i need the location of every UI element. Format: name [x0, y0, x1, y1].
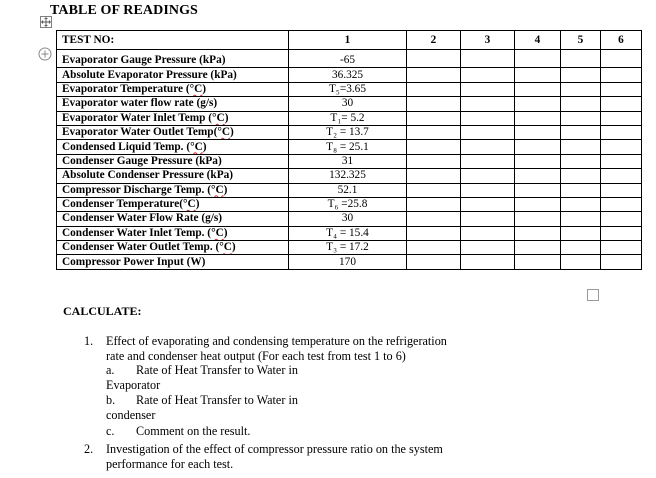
sub-item-b-line-1: Rate of Heat Transfer to Water in — [136, 393, 298, 407]
item-1-line-2: rate and condenser heat output (For each test from test 1 to 6) — [106, 348, 406, 363]
sub-item-a-marker: a. — [106, 363, 115, 377]
test1-value[interactable]: T₈ = 25.1 — [289, 140, 407, 154]
calculate-item-1 — [84, 334, 447, 363]
table-row — [57, 169, 642, 183]
table-row — [57, 125, 642, 139]
table-row — [57, 241, 642, 255]
table-row — [57, 97, 642, 111]
calculate-heading: CALCULATE: — [63, 304, 142, 318]
table-row — [57, 183, 642, 197]
test1-value[interactable]: T₅=3.65 — [289, 82, 407, 96]
test-number-2: 2 — [407, 31, 461, 50]
sub-item-a-line-1: Rate of Heat Transfer to Water in — [136, 363, 298, 377]
test1-value[interactable]: 170 — [289, 255, 407, 269]
item-2-marker: 2. — [84, 442, 94, 456]
row-label: Condenser Water Flow Rate (g/s) — [57, 212, 289, 226]
item-2-line-2: performance for each test. — [106, 456, 234, 471]
table-row — [57, 255, 642, 269]
table-resize-handle[interactable] — [587, 289, 599, 301]
row-label: Evaporator water flow rate (g/s) — [57, 97, 289, 111]
test-number-3: 3 — [461, 31, 515, 50]
table-row — [57, 82, 642, 96]
test-number-5: 5 — [561, 31, 601, 50]
table-row — [57, 197, 642, 211]
calculate-item-2 — [84, 442, 443, 471]
sub-item-b-line-2: condenser — [106, 408, 156, 422]
row-label: Compressor Discharge Temp. (°C) — [57, 183, 289, 197]
test1-value[interactable]: 31 — [289, 154, 407, 168]
table-row — [57, 54, 642, 68]
table-row — [57, 68, 642, 82]
row-label: Condensed Liquid Temp. (°C) — [57, 140, 289, 154]
test-number-1: 1 — [289, 31, 407, 50]
row-label: Condenser Water Outlet Temp. (°C) — [57, 241, 289, 255]
test1-value[interactable]: T₁= 5.2 — [289, 111, 407, 125]
test-number-4: 4 — [515, 31, 561, 50]
table-header-row — [57, 31, 642, 50]
table-row — [57, 226, 642, 240]
insert-row-button[interactable] — [38, 47, 52, 61]
sub-item-c-line-1: Comment on the result. — [136, 424, 251, 438]
test1-value[interactable]: 52.1 — [289, 183, 407, 197]
row-label: Condenser Temperature(°C) — [57, 197, 289, 211]
sub-item-c-marker: c. — [106, 424, 115, 438]
test1-value[interactable]: 30 — [289, 212, 407, 226]
table-row — [57, 111, 642, 125]
test1-value[interactable]: T₂ = 13.7 — [289, 125, 407, 139]
item-2-line-1: Investigation of the effect of compressor pressure ratio on the system — [106, 442, 443, 456]
item-1-marker: 1. — [84, 334, 94, 348]
row-label: Evaporator Water Outlet Temp(°C) — [57, 125, 289, 139]
table-row — [57, 154, 642, 168]
row-label: Condenser Gauge Pressure (kPa) — [57, 154, 289, 168]
row-label: Compressor Power Input (W) — [57, 255, 289, 269]
table-row — [57, 140, 642, 154]
page-title: TABLE OF READINGS — [50, 3, 198, 18]
test1-value[interactable]: 132.325 — [289, 169, 407, 183]
test1-value[interactable]: 30 — [289, 97, 407, 111]
row-label: Evaporator Gauge Pressure (kPa) — [57, 54, 289, 68]
test1-value[interactable]: T₄ = 15.4 — [289, 226, 407, 240]
header-label: TEST NO: — [57, 31, 289, 50]
test1-value[interactable]: T₆ =25.8 — [289, 197, 407, 211]
test-number-6: 6 — [601, 31, 642, 50]
row-label: Absolute Condenser Pressure (kPa) — [57, 169, 289, 183]
readings-table — [56, 30, 642, 270]
row-label: Condenser Water Inlet Temp. (°C) — [57, 226, 289, 240]
test1-value[interactable]: -65 — [289, 54, 407, 68]
test1-value[interactable]: 36.325 — [289, 68, 407, 82]
table-row — [57, 212, 642, 226]
row-label: Absolute Evaporator Pressure (kPa) — [57, 68, 289, 82]
row-label: Evaporator Temperature (°C) — [57, 82, 289, 96]
row-label: Evaporator Water Inlet Temp (°C) — [57, 111, 289, 125]
sub-item-a-line-2: Evaporator — [106, 378, 161, 392]
plus-circle-icon — [38, 47, 52, 61]
test1-value[interactable]: T₃ = 17.2 — [289, 241, 407, 255]
sub-item-b-marker: b. — [106, 393, 116, 407]
item-1-line-1: Effect of evaporating and condensing temperature on the refrigeration — [106, 334, 447, 348]
